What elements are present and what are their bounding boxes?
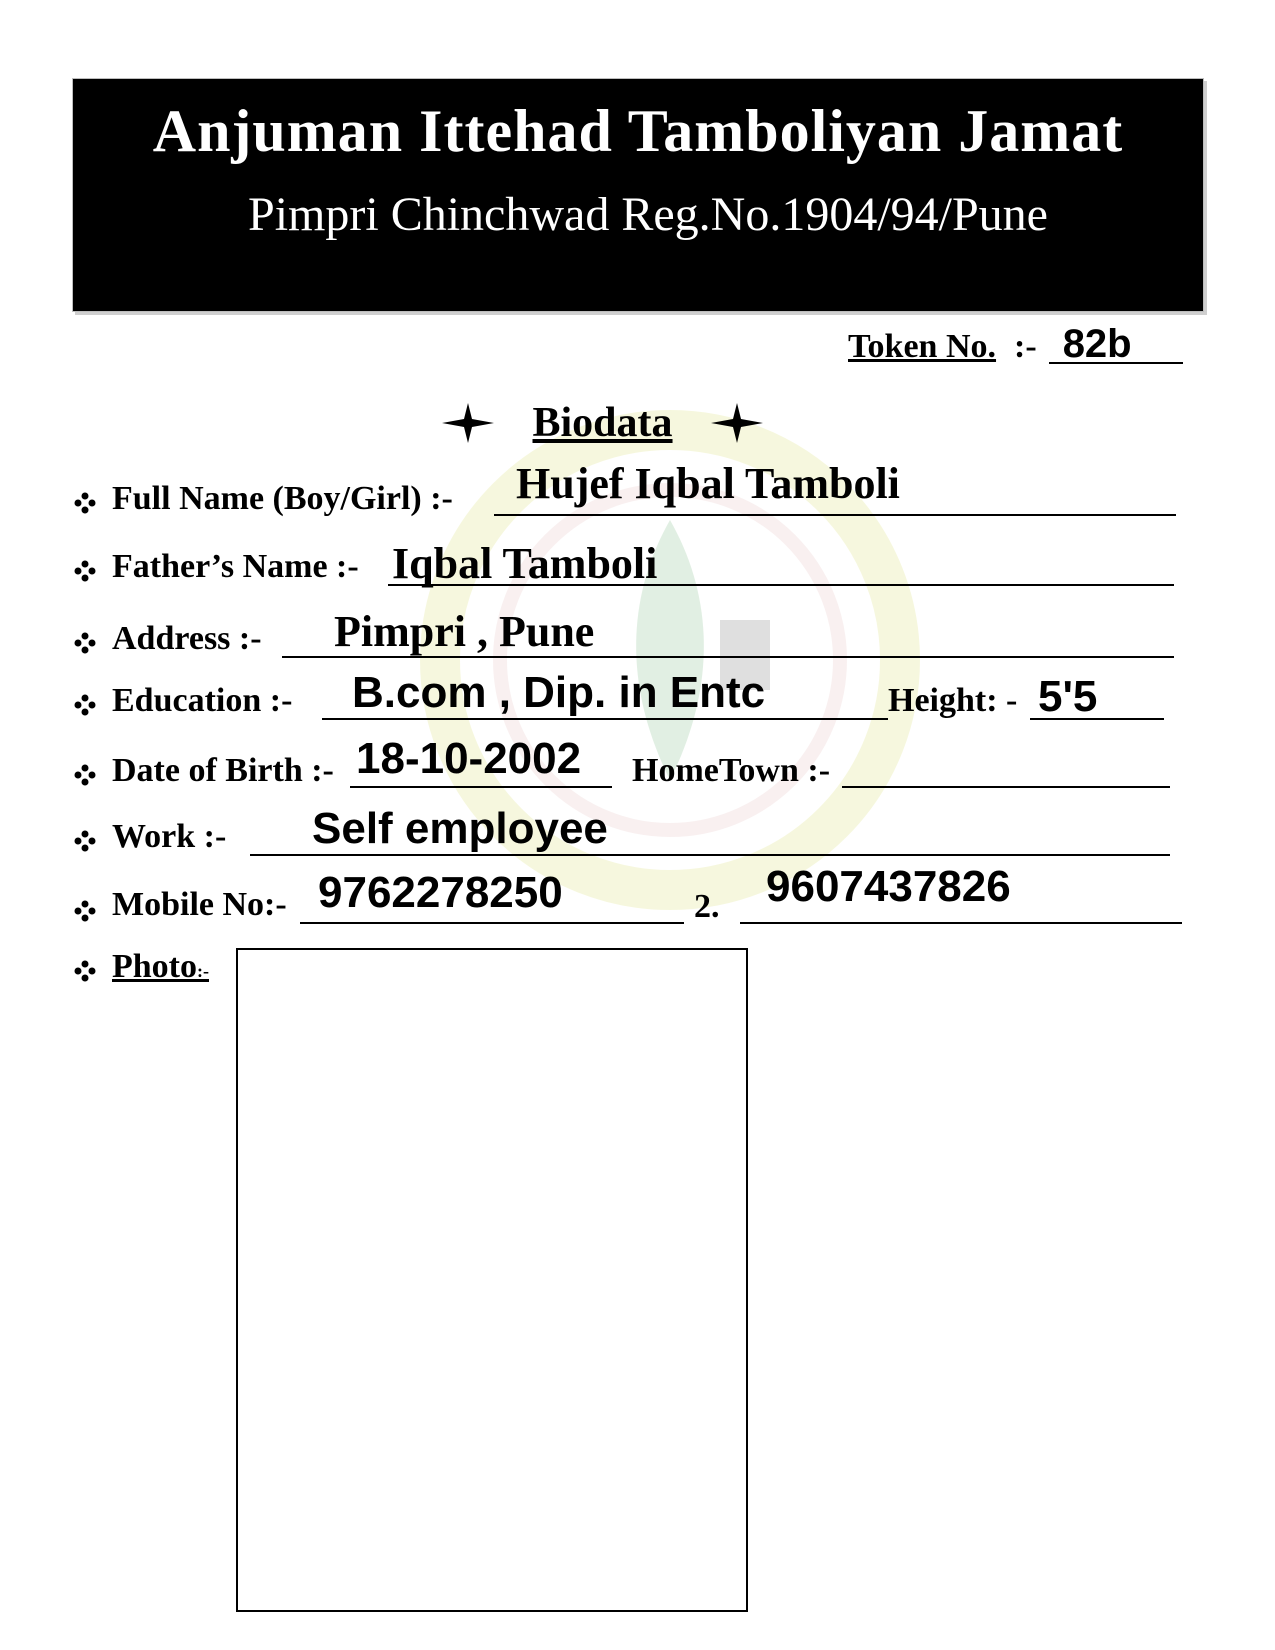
bullet-diamond-icon <box>74 492 96 514</box>
photo-label-suffix: :- <box>197 961 209 981</box>
education-value[interactable]: B.com , Dip. in Entc <box>352 668 766 717</box>
education-label: Education :- <box>112 682 293 719</box>
four-point-star-icon <box>709 401 765 445</box>
token-number <box>848 322 1183 366</box>
bullet-diamond-icon <box>74 900 96 922</box>
bullet-diamond-icon <box>74 632 96 654</box>
mobile-line <box>300 922 684 924</box>
mobile2-label: 2. <box>694 888 720 925</box>
mobile2-line <box>740 922 1182 924</box>
token-label: Token No. <box>848 328 997 365</box>
dob-line <box>350 786 612 788</box>
education-line <box>322 718 888 720</box>
address-label: Address :- <box>112 620 262 657</box>
address-value[interactable]: Pimpri , Pune <box>334 607 595 656</box>
height-label: Height: - <box>888 682 1018 719</box>
work-line <box>250 854 1170 856</box>
bullet-diamond-icon <box>74 694 96 716</box>
token-value: 82b <box>1049 326 1183 364</box>
biodata-title: Biodata <box>532 400 673 447</box>
bullet-diamond-icon <box>74 960 96 982</box>
bullet-diamond-icon <box>74 764 96 786</box>
mobile-value[interactable]: 9762278250 <box>318 868 563 917</box>
bullet-diamond-icon <box>74 560 96 582</box>
photo-label <box>112 948 209 986</box>
dob-label: Date of Birth :- <box>112 752 334 789</box>
organization-registration: Pimpri Chinchwad Reg.No.1904/94/Pune <box>248 188 1048 241</box>
mobile2-value[interactable]: 9607437826 <box>766 862 1011 911</box>
hometown-line <box>842 786 1170 788</box>
work-value[interactable]: Self employee <box>312 804 608 853</box>
work-label: Work :- <box>112 818 227 855</box>
full-name-value[interactable]: Hujef Iqbal Tamboli <box>516 459 900 508</box>
height-value[interactable]: 5'5 <box>1038 672 1098 721</box>
organization-name: Anjuman Ittehad Tamboliyan Jamat <box>152 98 1124 164</box>
father-name-label: Father’s Name :- <box>112 548 359 585</box>
hometown-label: HomeTown :- <box>632 752 831 789</box>
bullet-diamond-icon <box>74 830 96 852</box>
biodata-heading <box>440 396 765 447</box>
header-banner <box>72 78 1204 312</box>
token-separator: :- <box>1014 328 1037 365</box>
full-name-label: Full Name (Boy/Girl) :- <box>112 480 453 517</box>
mobile-label: Mobile No:- <box>112 886 287 923</box>
father-name-value[interactable]: Iqbal Tamboli <box>392 539 658 588</box>
full-name-line <box>494 514 1176 516</box>
four-point-star-icon <box>440 401 496 445</box>
photo-box[interactable] <box>236 948 748 1612</box>
photo-label-text: Photo <box>112 948 197 985</box>
dob-value[interactable]: 18-10-2002 <box>356 734 582 783</box>
